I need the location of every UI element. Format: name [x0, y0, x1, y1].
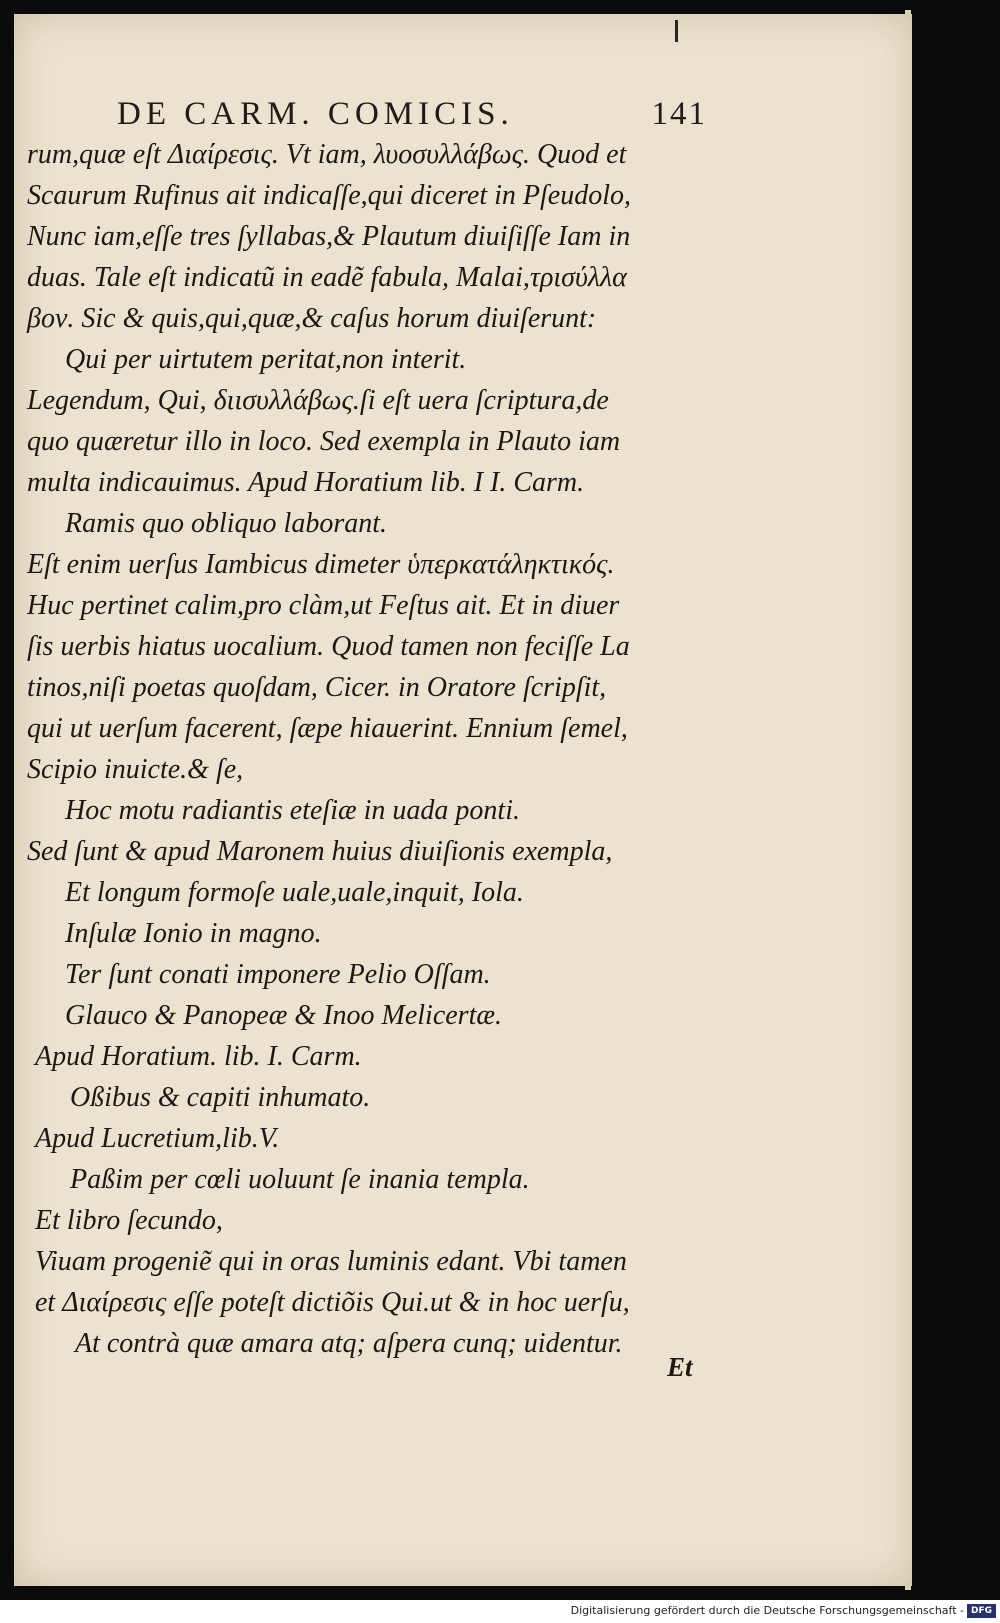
verse-line: At contrà quæ amara atq; aſpera cunq; uidentur.	[75, 1328, 623, 1359]
text-line: tinos,niſi poetas quoſdam, Cicer. in Oratore ſcripſit,	[27, 672, 607, 703]
text-line: Sed ſunt & apud Maronem huius diuiſionis exempla,	[27, 836, 613, 867]
text-line: duas. Tale eſt indicatũ in eadẽ fabula, Malai,τρισύλλα	[27, 262, 627, 293]
text-line: Apud Lucretium,lib.V.	[35, 1123, 280, 1154]
verse-line: Et longum formoſe uale,uale,inquit, Iola.	[65, 877, 524, 908]
catchword: Et	[667, 1352, 693, 1382]
text-line: Apud Horatium. lib. I. Carm.	[35, 1041, 362, 1072]
text-line: Scipio inuicte.& ſe,	[27, 754, 244, 785]
text-line: Eſt enim uerſus Iambicus dimeter ὑπερκατάληκτικός.	[27, 549, 615, 580]
text-line: qui ut uerſum facerent, ſæpe hiauerint. Ennium ſemel,	[27, 713, 628, 744]
dfg-logo: DFG	[967, 1604, 996, 1618]
footer-bar	[0, 1601, 1000, 1623]
text-line: Viuam progeniẽ qui in oras luminis edant. Vbi tamen	[35, 1246, 627, 1277]
text-line: βον. Sic & quis,qui,quæ,& caſus horum diuiſerunt:	[27, 303, 597, 334]
text-line: rum,quæ eſt Διαίρεσις. Vt iam, λυοσυλλάβως. Quod et	[27, 139, 627, 170]
verse-line: Hoc motu radiantis eteſiæ in uada ponti.	[65, 795, 520, 826]
text-line: ſis uerbis hiatus uocalium. Quod tamen non feciſſe La	[27, 631, 630, 662]
header-title: DE CARM. COMICIS.	[117, 96, 514, 132]
funding-notice: Digitalisierung gefördert durch die Deutsche Forschungsgemeinschaft -	[570, 1604, 964, 1617]
text-line: quo quæretur illo in loco. Sed exempla in Plauto iam	[27, 426, 621, 457]
verse-line: Ter ſunt conati imponere Pelio Oſſam.	[65, 959, 491, 990]
text-line: Nunc iam,eſſe tres ſyllabas,& Plautum diuiſiſſe Iam in	[27, 221, 631, 252]
verse-line: Qui per uirtutem peritat,non interit.	[65, 344, 467, 375]
verse-line: Paßim per cœli uoluunt ſe inania templa.	[70, 1164, 530, 1195]
verse-line: Ramis quo obliquo laborant.	[65, 508, 388, 539]
text-line: Scaurum Rufinus ait indicaſſe,qui diceret in Pſeudolo,	[27, 180, 631, 211]
page-number: 141	[651, 96, 707, 132]
verse-line: Inſulæ Ionio in magno.	[65, 918, 322, 949]
verse-line: Oßibus & capiti inhumato.	[70, 1082, 371, 1113]
text-line: Huc pertinet calim,pro clàm,ut Feſtus ait. Et in diuer	[27, 590, 620, 621]
text-line: multa indicauimus. Apud Horatium lib. I I. Carm.	[27, 467, 585, 498]
text-line: Legendum, Qui, διισυλλάβως.ſi eſt uera ſcriptura,de	[27, 385, 609, 416]
text-line: et Διαίρεσις eſſe poteſt dictiõis Qui.ut & in hoc uerſu,	[35, 1287, 630, 1318]
verse-line: Glauco & Panopeæ & Inoo Melicertæ.	[65, 1000, 503, 1031]
text-line: Et libro ſecundo,	[35, 1205, 223, 1236]
